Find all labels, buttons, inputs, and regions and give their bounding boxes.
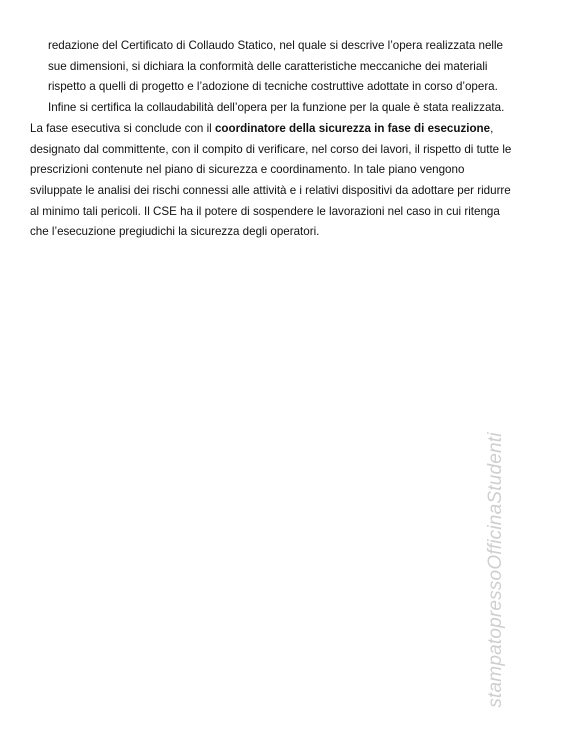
text-run: , [490,121,494,135]
text-line: Infine si certifica la collaudabilità dell’opera per la funzione per la quale è stata realizzata. [48,101,505,115]
text-line [30,119,542,140]
text-line: che l’esecuzione pregiudichi la sicurezza degli operatori. [30,225,320,239]
body-text [30,36,542,243]
text-line: redazione del Certificato di Collaudo Statico, nel quale si descrive l’opera realizzata nelle [48,39,503,52]
text-line: designato dal committente, con il compito di verificare, nel corso dei lavori, il rispetto di tutte le [30,142,512,156]
text-line: prescrizioni contenute nel piano di sicurezza e coordinamento. In tale piano vengono [30,163,465,177]
watermark-text: stampatopressoOfficinaStudenti [485,432,506,708]
text-line: rispetto a quelli di progetto e l’adozione di tecniche costruttive adottate in corso d’opera. [48,80,498,94]
text-line: sue dimensioni, si dichiara la conformità delle caratteristiche meccaniche dei materiali [48,59,488,73]
text-line: sviluppate le analisi dei rischi connessi alle attività e i relativi dispositivi da adottare per ridurre [30,183,511,197]
bold-term: coordinatore della sicurezza in fase di esecuzione [214,121,491,135]
text-run: La fase esecutiva si conclude con il [30,121,215,135]
text-line: al minimo tali pericoli. Il CSE ha il potere di sospendere le lavorazioni nel caso in cui ritenga [30,204,500,218]
